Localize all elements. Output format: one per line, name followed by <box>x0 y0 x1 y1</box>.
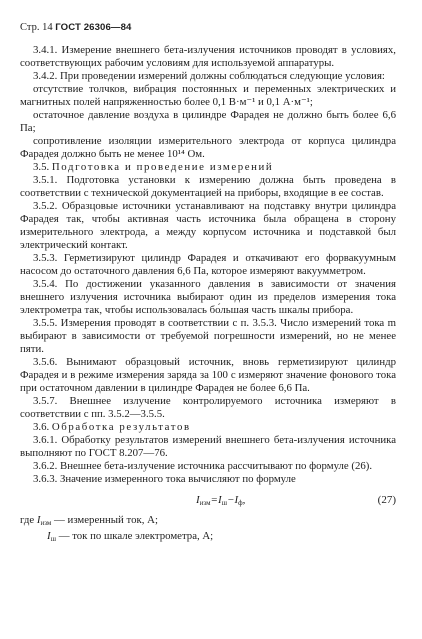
condition-pressure: остаточное давление воздуха в цилиндре Фарадея не должно быть более 6,6 Па; <box>20 109 396 134</box>
paragraph-3-5-7: 3.5.7. Внешнее излучение контролируемого источника измеряют в соответствии с пп. 3.5.2—3.5.5. <box>20 395 396 420</box>
condition-no-vibration: отсутствие толчков, вибрация постоянных и переменных электрических и магнитных полей напряженностью более 0,1 В·м⁻¹ и 0,1 А·м⁻¹; <box>20 83 396 108</box>
formula-number: (27) <box>377 494 396 506</box>
paragraph-3-6-1: 3.6.1. Обработку результатов измерений внешнего бета-излучения источника выполняют по ГОСТ 8.207—76. <box>20 434 396 459</box>
definition-prefix: где <box>20 514 35 526</box>
definition-text: — измеренный ток, А; <box>54 514 158 526</box>
definition-measured-current <box>20 514 396 530</box>
section-title: Обработка результатов <box>51 421 191 433</box>
paragraph-3-6-2: 3.6.2. Внешнее бета-излучение источника рассчитывают по формуле (26). <box>33 460 373 472</box>
section-title: Подготовка и проведение измерений <box>51 161 274 173</box>
definition-symbol: $I_{изм}$ <box>36 514 52 527</box>
paragraph-3-5-2: 3.5.2. Образцовые источники устанавливают на подставку внутри цилиндра Фарадея так, чтобы активная часть источника была обращена в сторону измерительного электрода, а между корпусом источника и подставкой был электрический контакт. <box>20 200 396 251</box>
definition-symbol: $I_ш$ <box>47 530 56 543</box>
paragraph-3-4-2: 3.4.2. При проведении измерений должны соблюдаться следующие условия: <box>33 70 385 82</box>
formula-27 <box>20 493 396 510</box>
page-header <box>20 22 396 34</box>
section-number: 3.6. <box>33 421 50 433</box>
standard-number: ГОСТ 26306—84 <box>55 22 132 33</box>
definition-scale-current <box>20 530 396 546</box>
section-heading-3-6 <box>20 421 396 434</box>
paragraph-3-4-1: 3.4.1. Измерение внешнего бета-излучения источников проводят в условиях, соответствующих рабочим условиям для используемой аппаратуры. <box>20 44 396 69</box>
paragraph-3-5-1: 3.5.1. Подготовка установки к измерению должна быть проведена в соответствии с технической документацией на приборы, входящие в ее состав. <box>20 174 396 199</box>
condition-insulation: сопротивление изоляции измерительного электрода от корпуса цилиндра Фарадея должно быть не менее 10¹⁴ Ом. <box>20 135 396 160</box>
formula-definitions <box>20 514 396 546</box>
formula-expression: $I_{изм}=I_ш-I_ф$, <box>196 494 246 507</box>
paragraph-3-6-3: 3.6.3. Значение измеренного тока вычисляют по формуле <box>33 473 296 485</box>
page-number: Стр. 14 <box>20 22 53 33</box>
document-body <box>20 44 396 486</box>
paragraph-3-5-4: 3.5.4. По достижении указанного давления в зависимости от значения внешнего излучения источника выбирают один из пределов измерения тока электрометра так, чтобы использовалась бо́льшая часть шкалы прибора. <box>20 278 396 316</box>
section-number: 3.5. <box>33 161 50 173</box>
section-heading-3-5 <box>20 161 396 174</box>
paragraph-3-5-5: 3.5.5. Измерения проводят в соответствии с п. 3.5.3. Число измерений тока m выбирают в зависимости от требуемой погрешности измерений, но не менее пяти. <box>20 317 396 355</box>
definition-text: — ток по шкале электрометра, А; <box>58 530 214 542</box>
paragraph-3-5-6: 3.5.6. Вынимают образцовый источник, вновь герметизируют цилиндр Фарадея и в режиме измерения заряда за 100 с измеряют значение фонового тока при остаточном давлении в цилиндре Фарадея не более 6,6 Па. <box>20 356 396 394</box>
paragraph-3-5-3: 3.5.3. Герметизируют цилиндр Фарадея и откачивают его форвакуумным насосом до остаточного давления 6,6 Па, которое измеряют вакуумметром. <box>20 252 396 277</box>
